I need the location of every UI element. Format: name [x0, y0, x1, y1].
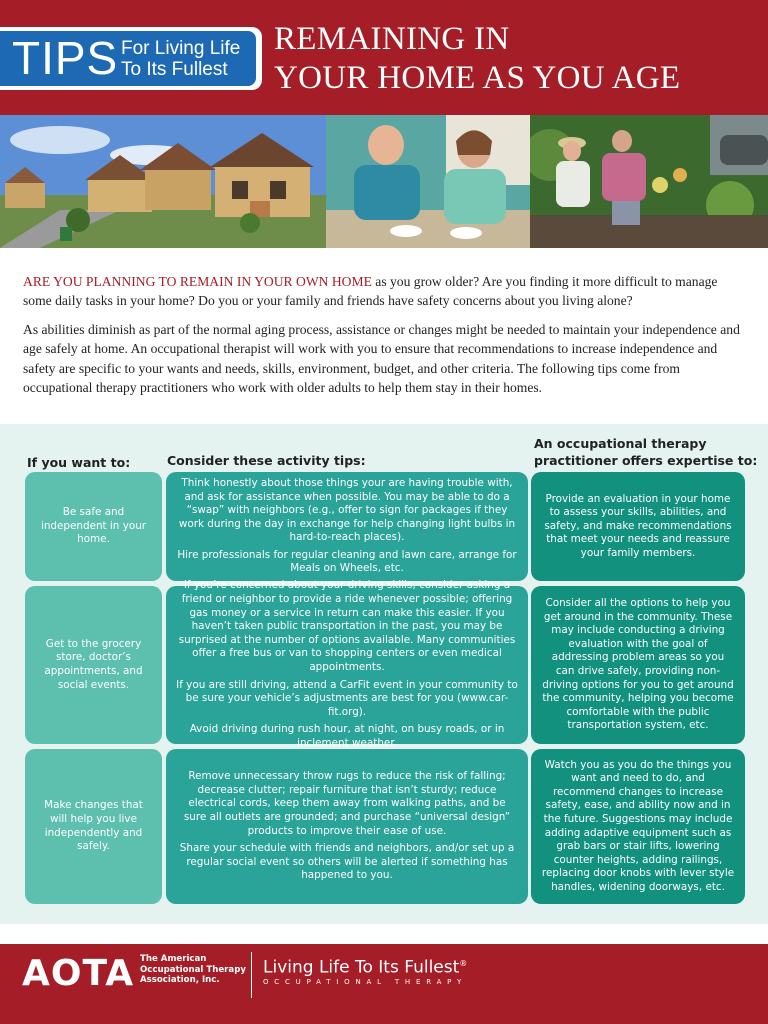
intro-lead: ARE YOU PLANNING TO REMAIN IN YOUR OWN HOME — [23, 274, 372, 289]
photo-couple-eating — [326, 115, 530, 248]
organization-name — [140, 954, 246, 986]
row-2-tips — [166, 579, 528, 749]
row-1-want-text: Be safe and independent in your home. — [40, 506, 147, 546]
column-header-expertise-line2: practitioner offers expertise to: — [534, 453, 758, 468]
intro-paragraph-2: As abilities diminish as part of the normal aging process, assistance or changes might be needed to maintain your independence and age safely at home. An occupational therapist will work with you to ensure that recommendations to increase independence and safety are specific to your wants and needs, skills, environment, budget, and other criteria. The following tips come from occupational therapy practitioners who work with older adults to help them stay in their homes. — [23, 321, 740, 396]
intro-paragraph-1-rest: as you grow older? Are you finding it more difficult to manage some daily tasks in your home? Do you or your family and friends have safety concerns about you living alone? — [23, 274, 718, 309]
footer-divider — [251, 952, 252, 998]
tagline-text: Living Life To Its Fullest — [263, 957, 460, 978]
intro-paragraph-1 — [23, 272, 745, 311]
row-2-want-text: Get to the grocery store, doctor’s appointments, and social events. — [44, 637, 143, 691]
column-header-expertise — [534, 435, 757, 469]
column-header-want: If you want to: — [27, 455, 131, 470]
row-1-expertise-text: Provide an evaluation in your home to assess your skills, abilities, and safety, and make recommendations that meet your needs and reassure your family members. — [544, 492, 732, 559]
header-banner — [0, 0, 768, 115]
row-3-tip-1: Remove unnecessary throw rugs to reduce the risk of falling; decrease clutter; repair furniture that isn’t sturdy; reduce electrical cords, keep them away from walking paths, and be sure all outlets are grounded; and purchase “universal design” products to improve their ease of use. — [183, 770, 511, 837]
intro-text — [23, 272, 745, 406]
row-1-want — [25, 472, 162, 581]
page-title-line1: REMAINING IN — [274, 21, 510, 57]
tips-badge-inner — [0, 31, 256, 86]
row-2-tip-1: If you’re concerned about your driving skills, consider asking a friend or neighbor to provide a ride whenever possible; offering gas money or a service in return can make this easier. If you haven’t taken public transportation in the past, you may be surprised at the number of options available. Many communities offer a free bus or van to shopping centers or even medical appointments. — [178, 579, 516, 673]
tips-subtitle-line1: For Living Life — [121, 38, 241, 59]
row-1-tip-1: Think honestly about those things your are having trouble with, and ask for assistance when possible. You may be able to do a “swap” with neighbors (e.g., offer to sign for packages if they work during the day in exchange for help changing light bulbs in hard-to-reach places). — [178, 476, 516, 544]
tips-label: TIPS — [12, 32, 119, 84]
couple-eating-illustration — [326, 115, 530, 248]
row-1-tips — [166, 472, 528, 581]
page-title — [274, 20, 680, 98]
tagline — [263, 953, 467, 979]
row-3-expertise-text: Watch you as you do the things you want and need to do, and recommend changes to increase safety, ease, and ability now and in the future. Suggestions may include adding adaptive equipment such as grab bars or stair lifts, lowering counter heights, adding railings, replacing door knobs with lever style handles, widening doorways, etc. — [541, 758, 735, 893]
row-2-tip-2: If you are still driving, attend a CarFit event in your community to be sure your vehicle’s adjustments are best for you (www.car-fit.org). — [176, 678, 518, 718]
row-3-tip-2: Share your schedule with friends and neighbors, and/or set up a regular social event so others will be alerted if something has happened to you. — [179, 842, 515, 882]
tips-table — [0, 424, 768, 924]
trademark-symbol: ® — [459, 959, 468, 968]
row-2-expertise — [531, 586, 745, 744]
organization-name-line2: Occupational Therapy — [140, 964, 246, 975]
tagline-subtitle: OCCUPATIONAL THERAPY — [263, 978, 468, 986]
page-title-line2: YOUR HOME AS YOU AGE — [274, 60, 681, 96]
couple-gardening-illustration — [530, 115, 768, 248]
tips-badge — [0, 27, 262, 90]
organization-name-line1: The American — [140, 954, 207, 964]
row-1-tip-2: Hire professionals for regular cleaning and lawn care, arrange for Meals on Wheels, etc. — [177, 548, 517, 575]
row-3-want-text: Make changes that will help you live independently and safely. — [44, 799, 143, 853]
row-2-expertise-text: Consider all the options to help you get around in the community. These may include conducting a driving evaluation with the goal of addressing problem areas so you can drive safely, providing non-driving options for you to get around the community, helping you become comfortable with the public transportation system, etc. — [542, 597, 734, 732]
column-header-tips: Consider these activity tips: — [167, 453, 366, 468]
tips-subtitle — [121, 38, 240, 80]
column-header-expertise-line1: An occupational therapy — [534, 436, 707, 451]
row-3-expertise — [531, 749, 745, 904]
row-3-tips — [166, 749, 528, 904]
tips-subtitle-line2: To Its Fullest — [121, 59, 228, 80]
aota-logo: AOTA — [22, 953, 135, 994]
photo-houses — [0, 115, 326, 248]
photo-strip — [0, 115, 768, 248]
photo-couple-gardening — [530, 115, 768, 248]
row-2-want — [25, 586, 162, 744]
row-1-expertise — [531, 472, 745, 581]
footer — [0, 944, 768, 1024]
organization-name-line3: Association, Inc. — [140, 975, 220, 985]
row-3-want — [25, 749, 162, 904]
houses-illustration — [0, 115, 326, 248]
row-2-tip-3: Avoid driving during rush hour, at night, on busy roads, or in inclement weather. — [189, 723, 505, 749]
